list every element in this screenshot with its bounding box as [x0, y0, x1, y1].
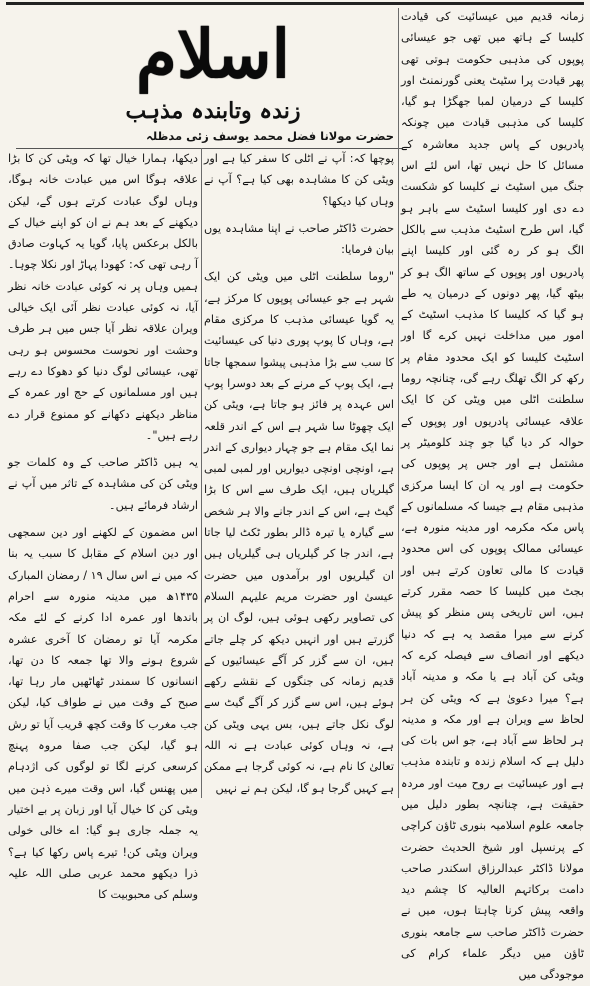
paragraph: حضرت ڈاکٹر صاحب نے اپنا مشاہدہ یوں بیان فرمایا:	[204, 221, 394, 257]
top-rule	[6, 2, 584, 5]
column-right	[401, 6, 584, 982]
byline: حضرت مولانا فضل محمد یوسف زئی مدظلہ	[146, 129, 394, 143]
paragraph: "روما سلطنت اٹلی میں ویٹی کن ایک شہر ہے جو عیسائی پوپوں کا مرکز ہے، یہ گویا عیسائی مذہب کا مرکزی مقام ہے، وہاں کا پوپ پوری دنیا کی عیسائیت کا سب سے بڑا مذہبی پیشوا سمجھا جاتا ہے، ایک پوپ کے مرنے کے بعد دوسرا پوپ اس عہدہ پر فائز ہو جاتا ہے، ویٹی کن ایک چھوٹا سا شہر ہے اس کے اندر قلعہ نما ایک مقام ہے جو چہار دیواری کے اندر ہے، اونچی اونچی دیواریں اور لمبی لمبی گیلریاں ہیں، ایک طرف سے اس کا بڑا گیٹ ہے، اس کے اندر جانے والا ہر شخص سے گیارہ یا تیرہ ڈالر بطور ٹکٹ لیا جاتا ہے، اندر جا کر گیلریاں ہی گیلریاں ہیں ان گیلریوں اور برآمدوں میں حضرت عیسیٰ اور حضرت مریم علیہم السلام کی تصاویر رکھی ہوئی ہیں، لوگ ان پر گزرتے ہیں اور انہیں دیکھ کر چلے جاتے ہیں، ان سے گزر کر آگے عیسائیوں کے قدیم زمانہ کی جنگوں کے نقشے رکھے ہوئے ہیں، اس سے گزر کر آگے گیٹ سے لوگ نکل جاتے ہیں، بس یہی ویٹی کن ہے، نہ وہاں کوئی عبادت ہے نہ اللہ تعالیٰ کا نام ہے، نہ کوئی گرجا ہے ممکن ہے کہیں گرجا ہو گا، لیکن ہم نے نہیں	[204, 270, 394, 795]
paragraph: پوچھا کہ: آپ نے اٹلی کا سفر کیا ہے اور ویٹی کن کا مشاہدہ بھی کیا ہے؟ آپ نے وہاں کیا دیکھا؟	[204, 152, 394, 208]
column-left	[8, 148, 198, 902]
headline-block	[8, 6, 394, 146]
paragraph: اس مضمون کے لکھنے اور دین سمجھی اور دین اسلام کے مقابل کا سبب یہ بنا کہ میں نے اس سال ۱۹ / رمضان المبارک ۱۴۳۵ھ میں مدینہ منورہ سے احرام باندھا اور عمرہ ادا کرنے کے لئے مکہ مکرمہ آیا تو رمضان کا آخری عشرہ شروع ہونے والا تھا جمعہ کا دن تھا، انسانوں کا سمندر ٹھاٹھیں مار رہا تھا، صبح کے وقت میں نے طواف کیا، لیکن جب مغرب کا وقت کچھ قریب آیا تو رش ہو گیا، لیکن جب صفا مروہ پہنچ کرسعی کرنے لگا تو لوگوں کی اژدہام میں پھنس گیا، اس وقت میرے ذہن میں ویٹی کن کا خیال آیا اور زبان پر بے اختیار یہ جملہ جاری ہو گیا: اے خالی خولی ویران ویٹی کن! تیرے پاس رکھا کیا ہے؟ ذرا دیکھو محمد عربی صلی اللہ علیہ وسلم کی محبوبیت کا	[8, 526, 198, 902]
paragraph: یہ ہیں ڈاکٹر صاحب کے وہ کلمات جو ویٹی کن کی مشاہدہ کے تاثر میں آپ نے ارشاد فرمائے ہیں۔	[8, 456, 198, 512]
column-middle	[204, 148, 394, 798]
subtitle: زندہ وتابندہ مذہب	[125, 98, 301, 124]
paragraph: دیکھا، ہمارا خیال تھا کہ ویٹی کن کا بڑا علاقہ ہوگا اس میں عبادت خانہ ہوگا، وہاں لوگ عبادت کرتے ہوں گے، لیکن دیکھنے کے بعد ہم نے ان کو اپنے خیال کے بالکل برعکس پایا، گویا یہ کہاوت صادق آ رہی تھی کہ: کھودا پہاڑ اور نکلا چوہا۔ ہمیں وہاں پر نہ کوئی عبادت خانہ نظر آیا، نہ کوئی عبادت نظر آئی ایک خیالی ویران علاقہ نظر آیا جس میں ہر طرف وحشت اور نحوست محسوس ہو رہی تھی، عیسائی لوگ دنیا کو دھوکا دے رہے ہیں اور مسلمانوں کے حج اور عمرہ کے مناظر دیکھنے دکھانے کو ممنوع قرار دے رہے ہیں"۔	[8, 152, 198, 442]
column-divider	[398, 8, 399, 798]
column-divider	[201, 148, 202, 798]
headline: اسلام	[136, 15, 290, 93]
paragraph: زمانہ قدیم میں عیسائیت کی قیادت کلیسا کے ہاتھ میں تھی جو عیسائی پوپوں کی مذہبی حکومت ہوتی تھی پھر قیادت پرا سٹیٹ یعنی گورنمنٹ اور کلیسا کے درمیان لمبا جھگڑا ہو گیا، کلیسا کی مذہبی قیادت میں چونکہ پادریوں کے پاس جدید معاشرہ کے مسائل کا حل نہیں تھا، اس لئے اس جنگ میں اسٹیٹ نے کلیسا کو شکست دے دی اور کلیسا اسٹیٹ سے باہر ہو گیا، اس طرح اسٹیٹ مذہب سے بالکل الگ ہو کر رہ گئی اور کلیسا اپنے پادریوں اور پوپوں کے ساتھ الگ ہو کر بیٹھ گیا، پھر دونوں کے درمیان یہ طے ہو گیا کہ کلیسا کا مذہب اسٹیٹ کے امور میں مداخلت نہیں کرے گا اور اسٹیٹ کلیسا کو ایک محدود مقام پر رکھ کر الگ تھلگ رہے گی، چنانچہ روما سلطنت اٹلی میں ویٹی کن کا ایک علاقہ عیسائی پادریوں اور پوپوں کے حوالہ کر دیا گیا جو چند کلومیٹر پر مشتمل ہے اور جس پر پوپوں کی حکومت ہے اور یہ ان کا ایسا مرکزی مذہبی مقام ہے جیسا کہ مسلمانوں کے پاس مکہ مکرمہ اور مدینہ منورہ ہے، عیسائی ممالک پوپوں کی اس محدود قیادت کا مالی تعاون کرتے ہیں اور بجٹ میں کلیسا کا حصہ مقرر کرتے ہیں، اس تاریخی پس منظر کو پیش کرنے سے میرا مقصد یہ ہے کہ دنیا دیکھے اور انصاف سے فیصلہ کرے کہ ویٹی کن آباد ہے یا مکہ و مدینہ آباد ہے؟ میرا دعویٰ ہے کہ ویٹی کن ہر لحاظ سے ویران ہے اور مکہ و مدینہ ہر لحاظ سے آباد ہے، جو اس بات کی دلیل ہے کہ اسلام زندہ و تابندہ مذہب ہے اور عیسائیت بے روح میت اور مردہ حقیقت ہے، چنانچہ بطور دلیل میں جامعہ علوم اسلامیہ بنوری ٹاؤن کراچی کے پرنسپل اور شیخ الحدیث حضرت مولانا ڈاکٹر عبدالرزاق اسکندر صاحب دامت برکاتہم العالیہ کا چشم دید واقعہ پیش کرنا چاہتا ہوں، میں نے حضرت ڈاکٹر صاحب سے جامعہ بنوری ٹاؤن میں دیگر علماء کرام کی موجودگی میں	[401, 10, 584, 982]
